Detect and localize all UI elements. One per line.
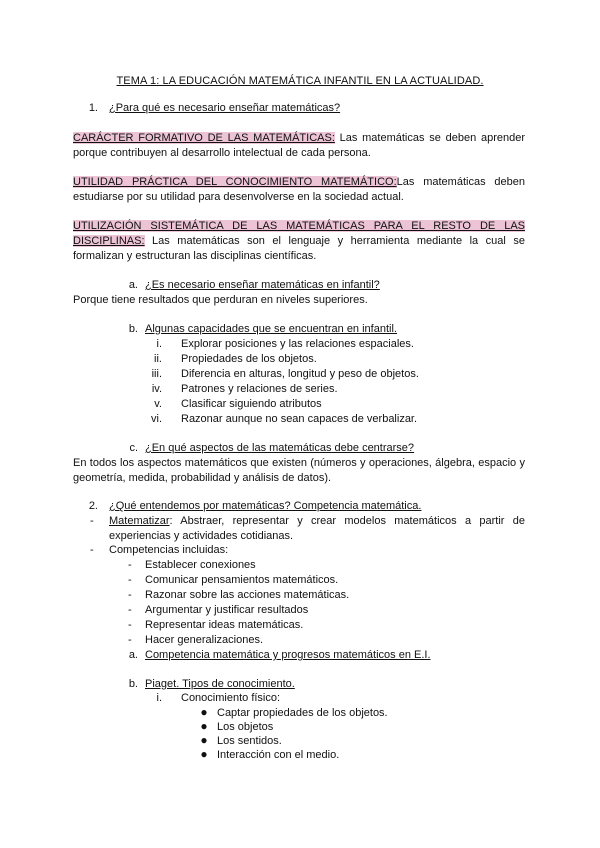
- section-2b-number: b.: [128, 678, 138, 690]
- roman-list-number: i.: [156, 338, 162, 350]
- roman-list-number: vi.: [151, 413, 162, 425]
- utilidad-label: UTILIDAD PRÁCTICA DEL CONOCIMIENTO MATEMÁTICO:: [73, 176, 397, 188]
- caracter-text: Las matemáticas se deben aprender porque contribuyen al desarrollo intelectual de cada persona.: [73, 132, 525, 159]
- dash-marker: -: [128, 634, 132, 646]
- roman-list-item: Clasificar siguiendo atributos: [181, 398, 322, 410]
- dash-marker: -: [128, 604, 132, 616]
- bullet-item: Los objetos: [217, 721, 274, 733]
- caracter-label: CARÁCTER FORMATIVO DE LAS MATEMÁTICAS:: [73, 132, 335, 144]
- section-2a-heading: Competencia matemática y progresos matemáticos en E.I.: [145, 649, 431, 661]
- roman-list-item: Explorar posiciones y las relaciones espaciales.: [181, 338, 414, 350]
- section-2a-number: a.: [128, 649, 138, 661]
- dash-marker: -: [90, 515, 94, 527]
- bullet-item: Interacción con el medio.: [217, 749, 340, 761]
- competencias-label: Competencias incluidas:: [109, 544, 229, 556]
- competencia-item: Argumentar y justificar resultados: [145, 604, 309, 616]
- caracter-paragraph: [73, 131, 525, 161]
- competencia-item: Comunicar pensamientos matemáticos.: [145, 574, 339, 586]
- section-2b-heading: Piaget. Tipos de conocimiento.: [145, 678, 295, 690]
- bullet-item: Los sentidos.: [217, 735, 282, 747]
- page-title: TEMA 1: LA EDUCACIÓN MATEMÁTICA INFANTIL EN LA ACTUALIDAD.: [116, 75, 484, 87]
- utilidad-text: Las matemáticas deben estudiarse por su utilidad para desenvolverse en la sociedad actual.: [73, 176, 525, 203]
- dash-marker: -: [128, 589, 132, 601]
- dash-marker: -: [128, 619, 132, 631]
- utilizacion-label: UTILIZACIÓN SISTEMÁTICA DE LAS MATEMÁTICAS PARA EL RESTO DE LAS DISCIPLINAS:: [73, 220, 525, 247]
- section-1-heading: ¿Para qué es necesario enseñar matemáticas?: [109, 102, 341, 114]
- utilidad-paragraph: [73, 175, 525, 205]
- sub-c-answer: En todos los aspectos matemáticos que existen (números y operaciones, álgebra, espacio y geometría, medida, probabilidad y análisis de datos).: [73, 457, 525, 484]
- roman-list-item: Diferencia en alturas, longitud y peso de objetos.: [181, 368, 419, 380]
- bullet-item: Captar propiedades de los objetos.: [217, 707, 388, 719]
- competencia-item: Hacer generalizaciones.: [145, 634, 264, 646]
- sub-a-heading: ¿Es necesario enseñar matemáticas en infantil?: [145, 279, 380, 291]
- competencia-item: Establecer conexiones: [145, 559, 256, 571]
- roman-list-number: i.: [156, 692, 162, 704]
- dash-marker: -: [128, 559, 132, 571]
- sub-a-number: a.: [128, 279, 138, 291]
- roman-list-number: ii.: [154, 353, 162, 365]
- competencia-item: Razonar sobre las acciones matemáticas.: [145, 589, 350, 601]
- bullet-icon: ●: [200, 719, 208, 733]
- utilizacion-paragraph: [73, 219, 525, 264]
- sub-c-heading: ¿En qué aspectos de las matemáticas debe centrarse?: [145, 442, 415, 454]
- sub-a-answer: Porque tiene resultados que perduran en niveles superiores.: [73, 294, 368, 306]
- bullet-icon: ●: [200, 733, 208, 747]
- roman-list-item: Patrones y relaciones de series.: [181, 383, 338, 395]
- competencia-item: Representar ideas matemáticas.: [145, 619, 304, 631]
- sub-b-number: b.: [128, 323, 138, 335]
- matematizar-text: : Abstraer, representar y crear modelos matemáticos a partir de experiencias y actividades cotidianas.: [109, 515, 525, 542]
- roman-list-number: v.: [154, 398, 162, 410]
- roman-list-item: Propiedades de los objetos.: [181, 353, 317, 365]
- dash-marker: -: [90, 544, 94, 556]
- conocimiento-fisico-label: Conocimiento físico:: [181, 692, 281, 704]
- matematizar-label: Matematizar: [109, 515, 170, 527]
- bullet-icon: ●: [200, 747, 208, 761]
- section-1-number: 1.: [88, 102, 98, 114]
- section-2-number: 2.: [88, 500, 98, 512]
- roman-list-item: Razonar aunque no sean capaces de verbalizar.: [181, 413, 418, 425]
- roman-list-number: iv.: [151, 383, 162, 395]
- utilizacion-text: Las matemáticas son el lenguaje y herramienta mediante la cual se formalizan y estructuran las disciplinas científicas.: [73, 235, 525, 262]
- sub-c-number: c.: [129, 442, 138, 454]
- matematizar-paragraph: [109, 514, 525, 544]
- dash-marker: -: [128, 574, 132, 586]
- section-2-heading: ¿Qué entendemos por matemáticas? Competencia matemática.: [109, 500, 422, 512]
- roman-list-number: iii.: [151, 368, 162, 380]
- sub-b-heading: Algunas capacidades que se encuentran en infantil.: [145, 323, 397, 335]
- bullet-icon: ●: [200, 705, 208, 719]
